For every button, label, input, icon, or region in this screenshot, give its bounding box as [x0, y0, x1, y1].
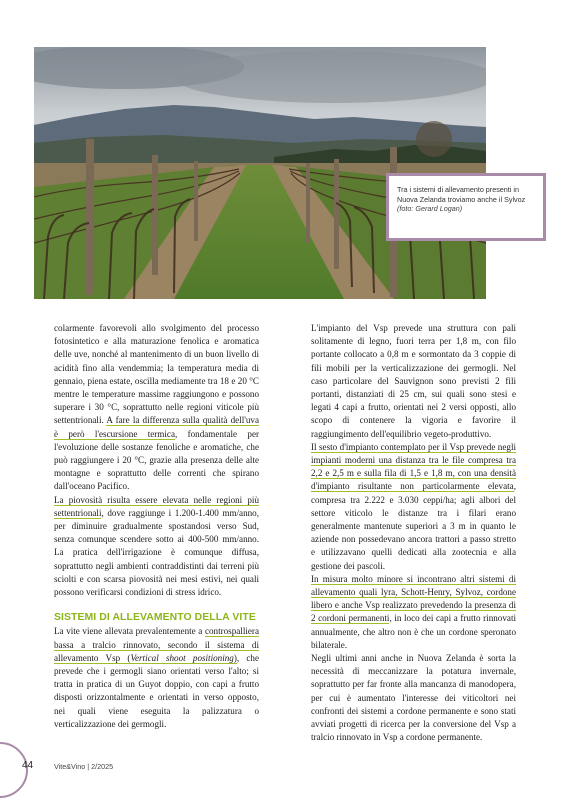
text-run: colarmente favorevoli allo svolgimento del processo fotosintetico e alla maturazione fenolica e aromatica delle uve, nonché al mantenimento di un buon livello di acidità fino alla vendemmia; la temperatura media di gennaio, piena estate, oscilla mediamente tra 18 e 20 °C mentre le temperature massime raggiungono e possono superare i 30 °C, soprattutto nelle regioni viticole più settentrionali.: [54, 323, 259, 426]
left-column: [54, 322, 259, 731]
paragraph: L'impianto del Vsp prevede una struttura con pali solitamente di legno, fuori terra per 1,8 m, con filo portante collocato a 0,8 m e sormontato da 3 coppie di fili mobili per la verticalizzazione dei germogli. Nel caso particolare del Sauvignon sono previsti 2 fili portanti, distanziati di 25 cm, sui quali sono stesi e legati 4 capi a frutto, orientati nei 2 versi opposti, allo scopo di contenere la vigoria e favorire il raggiungimento dell'equilibrio vegeto-produttivo.: [311, 323, 516, 439]
highlight: La piovosità risulta essere elevata nelle regioni più settentrionali: [54, 494, 259, 518]
highlight: A fare la differenza sulla qualità dell'uva è però l'escursione termica: [54, 415, 259, 439]
paragraph: [54, 494, 259, 600]
right-column: [311, 322, 516, 745]
highlight: ): [233, 652, 237, 663]
text-run: , in loco dei capi a frutto rinnovati annualmente, che altro non è che un cordone speronato bilaterale.: [311, 613, 516, 650]
text-run: , dove raggiunge i 1.200-1.400 mm/anno, per diminuire gradualmente spostandosi verso Sud, senza comunque scendere sotto ai 400-500 mm/anno. La pratica dell'irrigazione è comunque diffusa, soprattutto negli ambienti contraddistinti dai terreni più sciolti e con scarsa piovosità nei mesi estivi, nei quali possono verificarsi condizioni di stress idrico.: [54, 507, 259, 598]
page-footer: [0, 736, 580, 792]
paragraph: Negli ultimi anni anche in Nuova Zelanda è sorta la necessità di meccanizzare la potatura invernale, soprattutto per far fronte alla mancanza di manodopera, per cui è aumentato l'interesse dei viticoltori nei confronti dei sistemi a cordone permanente e sono stati avviati progetti di ricerca per la conversione del Vsp a tralcio rinnovato in Vsp a cordone permanente.: [311, 653, 516, 743]
magazine-name: Vite&Vino | 2/2025: [54, 762, 114, 771]
text-run: La vite viene allevata prevalentemente a: [54, 626, 205, 637]
photo-caption: [386, 173, 546, 241]
caption-text: Tra i sistemi di allevamento presenti in Nuova Zelanda troviamo anche il Sylvoz: [397, 185, 526, 204]
text-run: , fondamentale per l'evoluzione delle sostanze fenoliche e aromatiche, che può raggiungere i 20 °C, grazie alla presenza delle alte montagne e soprattutto delle correnti che spirano dall'oceano Pacifico.: [54, 428, 260, 492]
paragraph: [311, 573, 516, 652]
page-number: 44: [22, 760, 34, 771]
paragraph: [54, 322, 259, 494]
paragraph: [311, 441, 516, 573]
paragraph: [54, 625, 259, 731]
highlight: Il sesto d'impianto contemplato per il Vsp prevede negli impianti moderni una distanza tra le file compresa tra 2,2 e 2,5 m e sulla fila di 1,5 e 1,8 m, con una densità d'impianto risultante non particolarmente elevata: [311, 441, 516, 492]
section-heading: SISTEMI DI ALLEVAMENTO DELLA VITE: [54, 612, 256, 624]
highlight: controspalliera bassa a tralcio rinnovato, secondo il sistema di allevamento Vsp (: [54, 626, 259, 663]
caption-credit: (foto: Gerard Logan): [397, 204, 463, 214]
text-run: , compresa tra 2.222 e 3.030 ceppi/ha; agli albori del settore viticolo le distanze tra i filari erano generalmente mantenute superiori a 3 m in quanto le aziende non possedevano ancora trattori a passo stretto e utilizzavano quelli dedicati alla zootecnia e alla gestione dei pascoli.: [311, 481, 516, 571]
text-run: , che prevede che i germogli siano orientati verso l'alto; si tratta in pratica di un Guyot doppio, con capi a frutto disposti orizzontalmente e orientati in verso opposto, nei quali viene eseguita la palizzatura o verticalizzazione dei germogli.: [54, 652, 259, 729]
highlight-italic: Vertical shoot positioning: [130, 652, 234, 663]
highlight: In misura molto minore si incontrano altri sistemi di allevamento quali lyra, Schott-Henry, Sylvoz, cordone libero e anche Vsp realizzato prevedendo la presenza di 2 cordoni permanenti: [311, 573, 516, 624]
